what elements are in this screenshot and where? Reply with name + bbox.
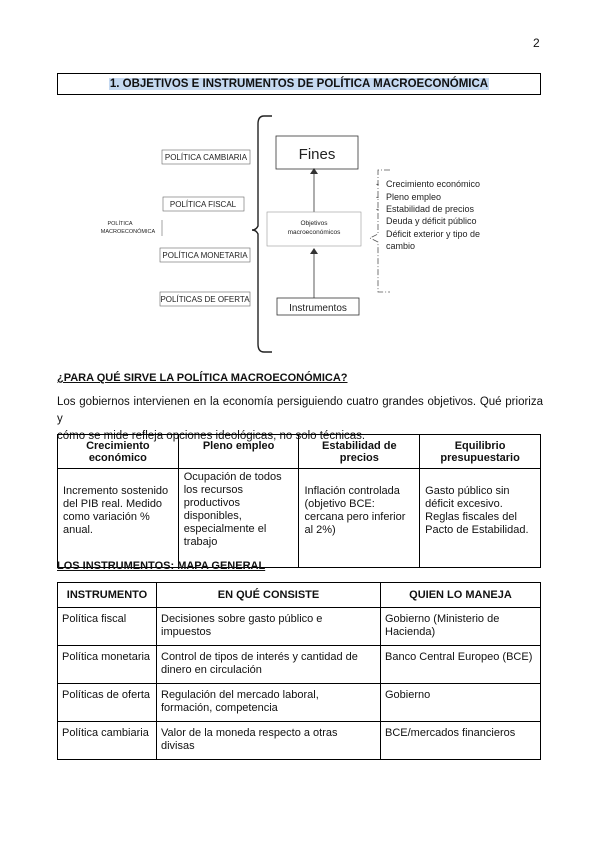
heading-para-que-sirve: ¿PARA QUÉ SIRVE LA POLÍTICA MACROECONÓMICA?	[57, 372, 348, 384]
table-row	[58, 608, 541, 646]
label-instrumentos: Instrumentos	[289, 303, 347, 314]
label-politica: POLÍTICA	[107, 221, 133, 227]
cell-instrumento: Política cambiaria	[58, 722, 157, 760]
instruments-table	[57, 582, 541, 760]
cell-equilibrio: Gasto público sin déficit excesivo. Reglas fiscales del Pacto de Estabilidad.	[420, 469, 541, 568]
list-deuda: Deuda y déficit público	[386, 216, 477, 226]
section-title: 1. OBJETIVOS E INSTRUMENTOS DE POLÍTICA MACROECONÓMICA	[109, 78, 489, 90]
label-fines: Fines	[298, 146, 336, 163]
cell-maneja: BCE/mercados financieros	[381, 722, 541, 760]
objectives-table	[57, 434, 541, 568]
svg-text:-: -	[376, 192, 379, 202]
paragraph-line-2: cómo se mide refleja opciones ideológicas, no solo técnicas.	[57, 430, 366, 442]
label-macroeconomica: MACROECONÓMICA	[100, 229, 156, 235]
cell-consiste: Control de tipos de interés y cantidad de dinero en circulación	[157, 646, 381, 684]
section-title-box	[57, 73, 541, 95]
cell-maneja: Banco Central Europeo (BCE)	[381, 646, 541, 684]
cell-estabilidad: Inflación controlada (objetivo BCE: cercana pero inferior al 2%)	[299, 469, 420, 568]
label-objetivos-1: Objetivos	[300, 220, 328, 227]
header-quien-lo-maneja: QUIEN LO MANEJA	[381, 583, 541, 608]
cell-crecimiento: Incremento sostenido del PIB real. Medido como variación % anual.	[58, 469, 179, 568]
cell-consiste: Decisiones sobre gasto público e impuestos	[157, 608, 381, 646]
header-estabilidad: Estabilidad de precios	[299, 435, 420, 469]
heading-instrumentos: LOS INSTRUMENTOS: MAPA GENERAL	[57, 560, 266, 572]
cell-maneja: Gobierno (Ministerio de Hacienda)	[381, 608, 541, 646]
cell-maneja: Gobierno	[381, 684, 541, 722]
list-cambio: cambio	[386, 241, 416, 251]
table-row	[58, 722, 541, 760]
header-crecimiento: Crecimiento económico	[58, 435, 179, 469]
label-politicas-oferta: POLÍTICAS DE OFERTA	[160, 295, 250, 304]
list-deficit-exterior: Déficit exterior y tipo de	[386, 229, 481, 239]
cell-instrumento: Políticas de oferta	[58, 684, 157, 722]
label-politica-monetaria: POLÍTICA MONETARIA	[162, 251, 248, 260]
cell-instrumento: Política fiscal	[58, 608, 157, 646]
table-row	[58, 646, 541, 684]
header-en-que-consiste: EN QUÉ CONSISTE	[157, 583, 381, 608]
objectives-instruments-diagram	[0, 108, 600, 363]
cell-pleno-empleo: Ocupación de todos los recursos productivos disponibles, especialmente el trabajo	[178, 469, 299, 568]
list-pleno-empleo: Pleno empleo	[386, 192, 442, 202]
header-instrumento: INSTRUMENTO	[58, 583, 157, 608]
svg-text:-: -	[376, 204, 379, 214]
list-estabilidad: Estabilidad de precios	[386, 204, 475, 214]
table-row	[58, 684, 541, 722]
instruments-header-row	[58, 583, 541, 608]
paragraph-line-1: Los gobiernos intervienen en la economía persiguiendo cuatro grandes objetivos. Qué prioriza y	[57, 396, 543, 425]
cell-consiste: Valor de la moneda respecto a otras divisas	[157, 722, 381, 760]
page-number: 2	[533, 36, 540, 50]
label-objetivos-2: macroeconómicos	[287, 229, 341, 236]
objectives-header-row	[58, 435, 541, 469]
label-politica-cambiaria: POLÍTICA CAMBIARIA	[164, 153, 248, 162]
cell-consiste: Regulación del mercado laboral, formación, competencia	[157, 684, 381, 722]
objectives-body-row	[58, 469, 541, 568]
list-crecimiento: Crecimiento económico	[386, 179, 481, 189]
svg-text:-: -	[376, 179, 379, 189]
header-pleno-empleo: Pleno empleo	[178, 435, 299, 469]
cell-instrumento: Política monetaria	[58, 646, 157, 684]
label-politica-fiscal: POLÍTICA FISCAL	[169, 200, 237, 209]
header-equilibrio: Equilibrio presupuestario	[420, 435, 541, 469]
